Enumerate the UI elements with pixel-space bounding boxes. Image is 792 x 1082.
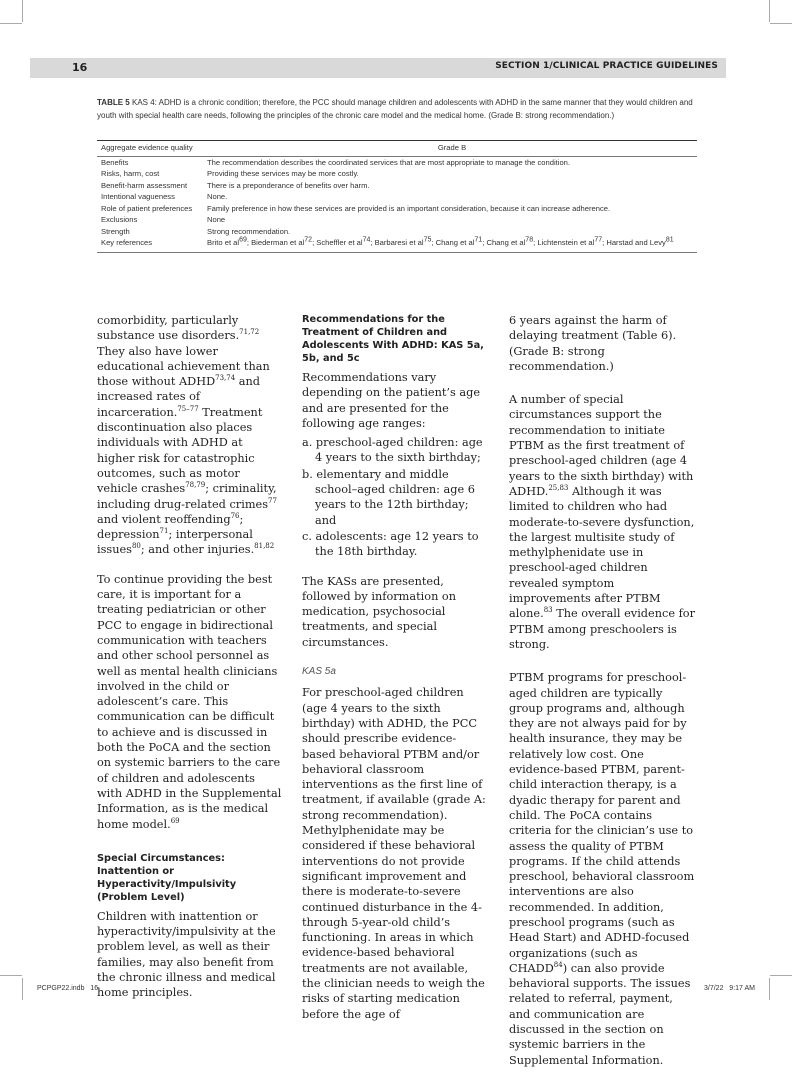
citation-superscript: 81,82 <box>254 542 275 551</box>
table-caption-text: KAS 4: ADHD is a chronic condition; therefore, the PCC should manage children and adolescents with ADHD in the same manner that they would children and youth with special health care needs, following the principles of the chronic care model and the medical home. (Grade B: strong recommendation.) <box>97 98 693 120</box>
crop-mark <box>769 978 770 1000</box>
row-value: Providing these services may be more costly. <box>207 169 359 178</box>
citation-superscript: 80 <box>131 542 141 551</box>
row-label: Benefits <box>101 157 129 167</box>
row-label: Risks, harm, cost <box>101 169 160 178</box>
paragraph <box>509 392 695 652</box>
table-row <box>97 191 697 203</box>
text-run: ; and other injuries. <box>140 543 255 557</box>
row-value <box>203 237 697 249</box>
paragraph: Children with inattention or hyperactivity/impulsivity at the problem level, as well as their families, may also benefit from the chronic illness and medical home principles. <box>97 909 276 1000</box>
text-run: and increased rates of incarceration. <box>97 375 261 419</box>
col-header-quality: Aggregate evidence quality <box>101 143 193 152</box>
table-label: TABLE 5 <box>97 98 130 107</box>
text-run: ) can also provide behavioral supports. The issues related to referral, payment, and communication are discussed in the section on systemic barriers in the Supplemental Information. <box>509 961 691 1067</box>
text-run: ; depression <box>97 512 244 542</box>
list-item: a. preschool-aged children: age 4 years to the sixth birthday; <box>302 436 483 465</box>
paragraph: Recommendations vary depending on the patient’s age and are presented for the following age ranges: <box>302 371 481 430</box>
paragraph <box>97 313 283 558</box>
citation-superscript: 71 <box>159 527 169 536</box>
row-value: None <box>207 215 226 224</box>
table-row <box>97 157 697 169</box>
table-rows <box>97 157 697 249</box>
paragraph: 6 years against the harm of delaying treatment (Table 6). (Grade B: strong recommendation.) <box>509 314 677 373</box>
text-run: ; Biederman et al <box>246 238 305 247</box>
crop-mark <box>770 23 792 24</box>
section-heading: Special Circumstances: Inattention or Hyperactivity/Impulsivity (Problem Level) <box>97 852 237 903</box>
text-run: ; Harstad and Levy <box>602 238 666 247</box>
citation-superscript: 83 <box>543 606 553 615</box>
row-value: Strong recommendation. <box>207 226 291 236</box>
table-bottom-rule <box>97 252 697 253</box>
text-run: comorbidity, particularly substance use disorders. <box>97 314 240 343</box>
table-row <box>97 214 697 226</box>
footer-timestamp: 3/7/22 9:17 AM <box>704 985 755 992</box>
citation-superscript: 74 <box>362 236 371 244</box>
citation-superscript: 77 <box>594 236 603 244</box>
section-heading: Recommendations for the Treatment of Children and Adolescents With ADHD: KAS 5a, 5b, and 5c <box>302 314 484 364</box>
footer-file-info: PCPGP22.indb 16 <box>37 985 99 992</box>
citation-superscript: 77 <box>268 496 277 505</box>
paragraph: The KASs are presented, followed by information on medication, psychosocial treatments, and special circumstances. <box>302 574 457 649</box>
citation-superscript: 78 <box>525 236 534 244</box>
citation-superscript: 75–77 <box>177 405 199 414</box>
citation-superscript: 75 <box>423 236 432 244</box>
age-range-list <box>302 435 488 559</box>
text-run: PTBM programs for preschool-aged children are typically group programs and, although they are not always paid for by health insurance, they may be relatively low cost. One evidence-based PTBM, parent-child interaction therapy, is a dyadic therapy for parent and child. The PoCA contains criteria for the clinician’s use to assess the quality of PTBM programs. If the child attends preschool, behavioral classroom interventions are also recommended. In addition, preschool programs (such as Head Start) and ADHD-focused organizations (such as CHADD <box>509 671 695 975</box>
text-run: Although it was limited to children who had moderate-to-severe dysfunction, the largest multisite study of methylphenidate use in preschool-aged children revealed symptom improvements after PTBM alone. <box>509 484 695 621</box>
kas-5a-label: KAS 5a <box>302 666 336 678</box>
text-run: ; interpersonal issues <box>97 528 253 557</box>
citation-superscript: 78,79 <box>185 481 206 490</box>
crop-mark <box>769 0 770 22</box>
citation-superscript: 84 <box>553 961 563 970</box>
citation-superscript: 71 <box>474 236 483 244</box>
crop-mark <box>22 0 23 22</box>
crop-mark <box>0 975 22 976</box>
citation-superscript: 73,74 <box>215 374 236 383</box>
text-run: Brito et al <box>207 238 240 247</box>
table-row <box>97 168 697 180</box>
text-run: ; criminality, including drug-related crimes <box>97 482 277 511</box>
text-run: Treatment discontinuation also places individuals with ADHD at higher risk for catastrophic outcomes, such as motor vehicle crashes <box>97 405 263 496</box>
text-run: ; Chang et al <box>431 238 475 247</box>
text-run: A number of special circumstances support the recommendation to initiate PTBM as the first treatment of preschool-aged children (age 4 years to the sixth birthday) with ADHD. <box>509 393 694 498</box>
text-run: ; Lichtenstein et al <box>533 238 595 247</box>
citation-superscript: 25,83 <box>548 484 569 493</box>
row-value: The recommendation describes the coordinated services that are most appropriate to manage the condition. <box>207 157 571 167</box>
text-column-1 <box>97 313 283 1015</box>
section-title: SECTION 1/CLINICAL PRACTICE GUIDELINES <box>495 61 718 71</box>
text-run: To continue providing the best care, it is important for a treating pediatrician or other PCC to engage in bidirectional communication with teachers and other school personnel as well as mental health clinicians involved in the child or adolescent’s care. This communication can be difficult to achieve and is discussed in both the PoCA and the section on systemic barriers to the care of children and adolescents with ADHD in the Supplemental Information, as is the medical home model. <box>97 572 282 831</box>
row-value: None. <box>207 192 228 201</box>
list-item: c. adolescents: age 12 years to the 18th birthday. <box>302 529 479 559</box>
text-run: ; Scheffler et al <box>312 238 363 247</box>
citation-superscript: 76 <box>230 512 240 521</box>
list-item: b. elementary and middle school–aged children: age 6 years to the 12th birthday; and <box>302 467 475 527</box>
row-label: Key references <box>101 238 153 247</box>
crop-mark <box>22 978 23 1000</box>
row-value: Family preference in how these services are provided is an important consideration, because it can increase adherence. <box>207 203 611 213</box>
text-column-3 <box>509 313 695 1082</box>
text-run: They also have lower educational achievement than those without ADHD <box>97 344 270 389</box>
table-body <box>97 141 697 249</box>
row-label: Benefit-harm assessment <box>101 180 188 190</box>
row-label: Intentional vagueness <box>101 192 175 201</box>
cited-paragraph <box>97 573 281 831</box>
page-number: 16 <box>72 61 88 74</box>
table-row <box>97 203 697 215</box>
citation-superscript: 72 <box>304 236 313 244</box>
paragraph <box>97 572 283 832</box>
row-label: Strength <box>101 226 130 236</box>
text-column-2 <box>302 313 488 1036</box>
text-run: ; Chang et al <box>482 238 526 247</box>
cited-paragraph <box>97 314 277 556</box>
row-label: Role of patient preferences <box>101 203 193 213</box>
table-row <box>97 226 697 238</box>
row-label: Exclusions <box>101 215 138 224</box>
paragraph: For preschool-aged children (age 4 years to the sixth birthday) with ADHD, the PCC should prescribe evidence-based behavioral PTBM and/or behavioral classroom interventions as the first line of treatment, if available (grade A: strong recommendation). Methylphenidate may be considered if these behavioral interventions do not provide significant improvement and there is moderate-to-severe continued disturbance in the 4- through 5-year-old child’s functioning. In areas in which evidence-based behavioral treatments are not available, the clinician needs to weigh the risks of starting medication before the age of <box>302 686 486 1021</box>
citation-superscript: 71,72 <box>239 328 260 337</box>
text-run: ; Barbaresi et al <box>370 238 424 247</box>
col-header-grade: Grade B <box>437 143 467 152</box>
crop-mark <box>0 23 22 24</box>
text-run: The overall evidence for PTBM among preschoolers is strong. <box>509 607 695 651</box>
paragraph <box>509 670 695 1068</box>
citation-superscript: 81 <box>665 236 674 244</box>
cited-paragraph <box>509 393 695 651</box>
kas-table <box>97 140 697 253</box>
crop-mark <box>770 975 792 976</box>
text-run: and violent reoffending <box>97 512 231 526</box>
row-value: There is a preponderance of benefits over harm. <box>207 180 370 190</box>
table-row <box>97 180 697 192</box>
citation-superscript: 69 <box>239 236 247 244</box>
cited-paragraph <box>509 671 694 1066</box>
table-caption <box>97 96 697 122</box>
table-row <box>97 237 697 249</box>
citation-superscript: 69 <box>170 816 180 825</box>
